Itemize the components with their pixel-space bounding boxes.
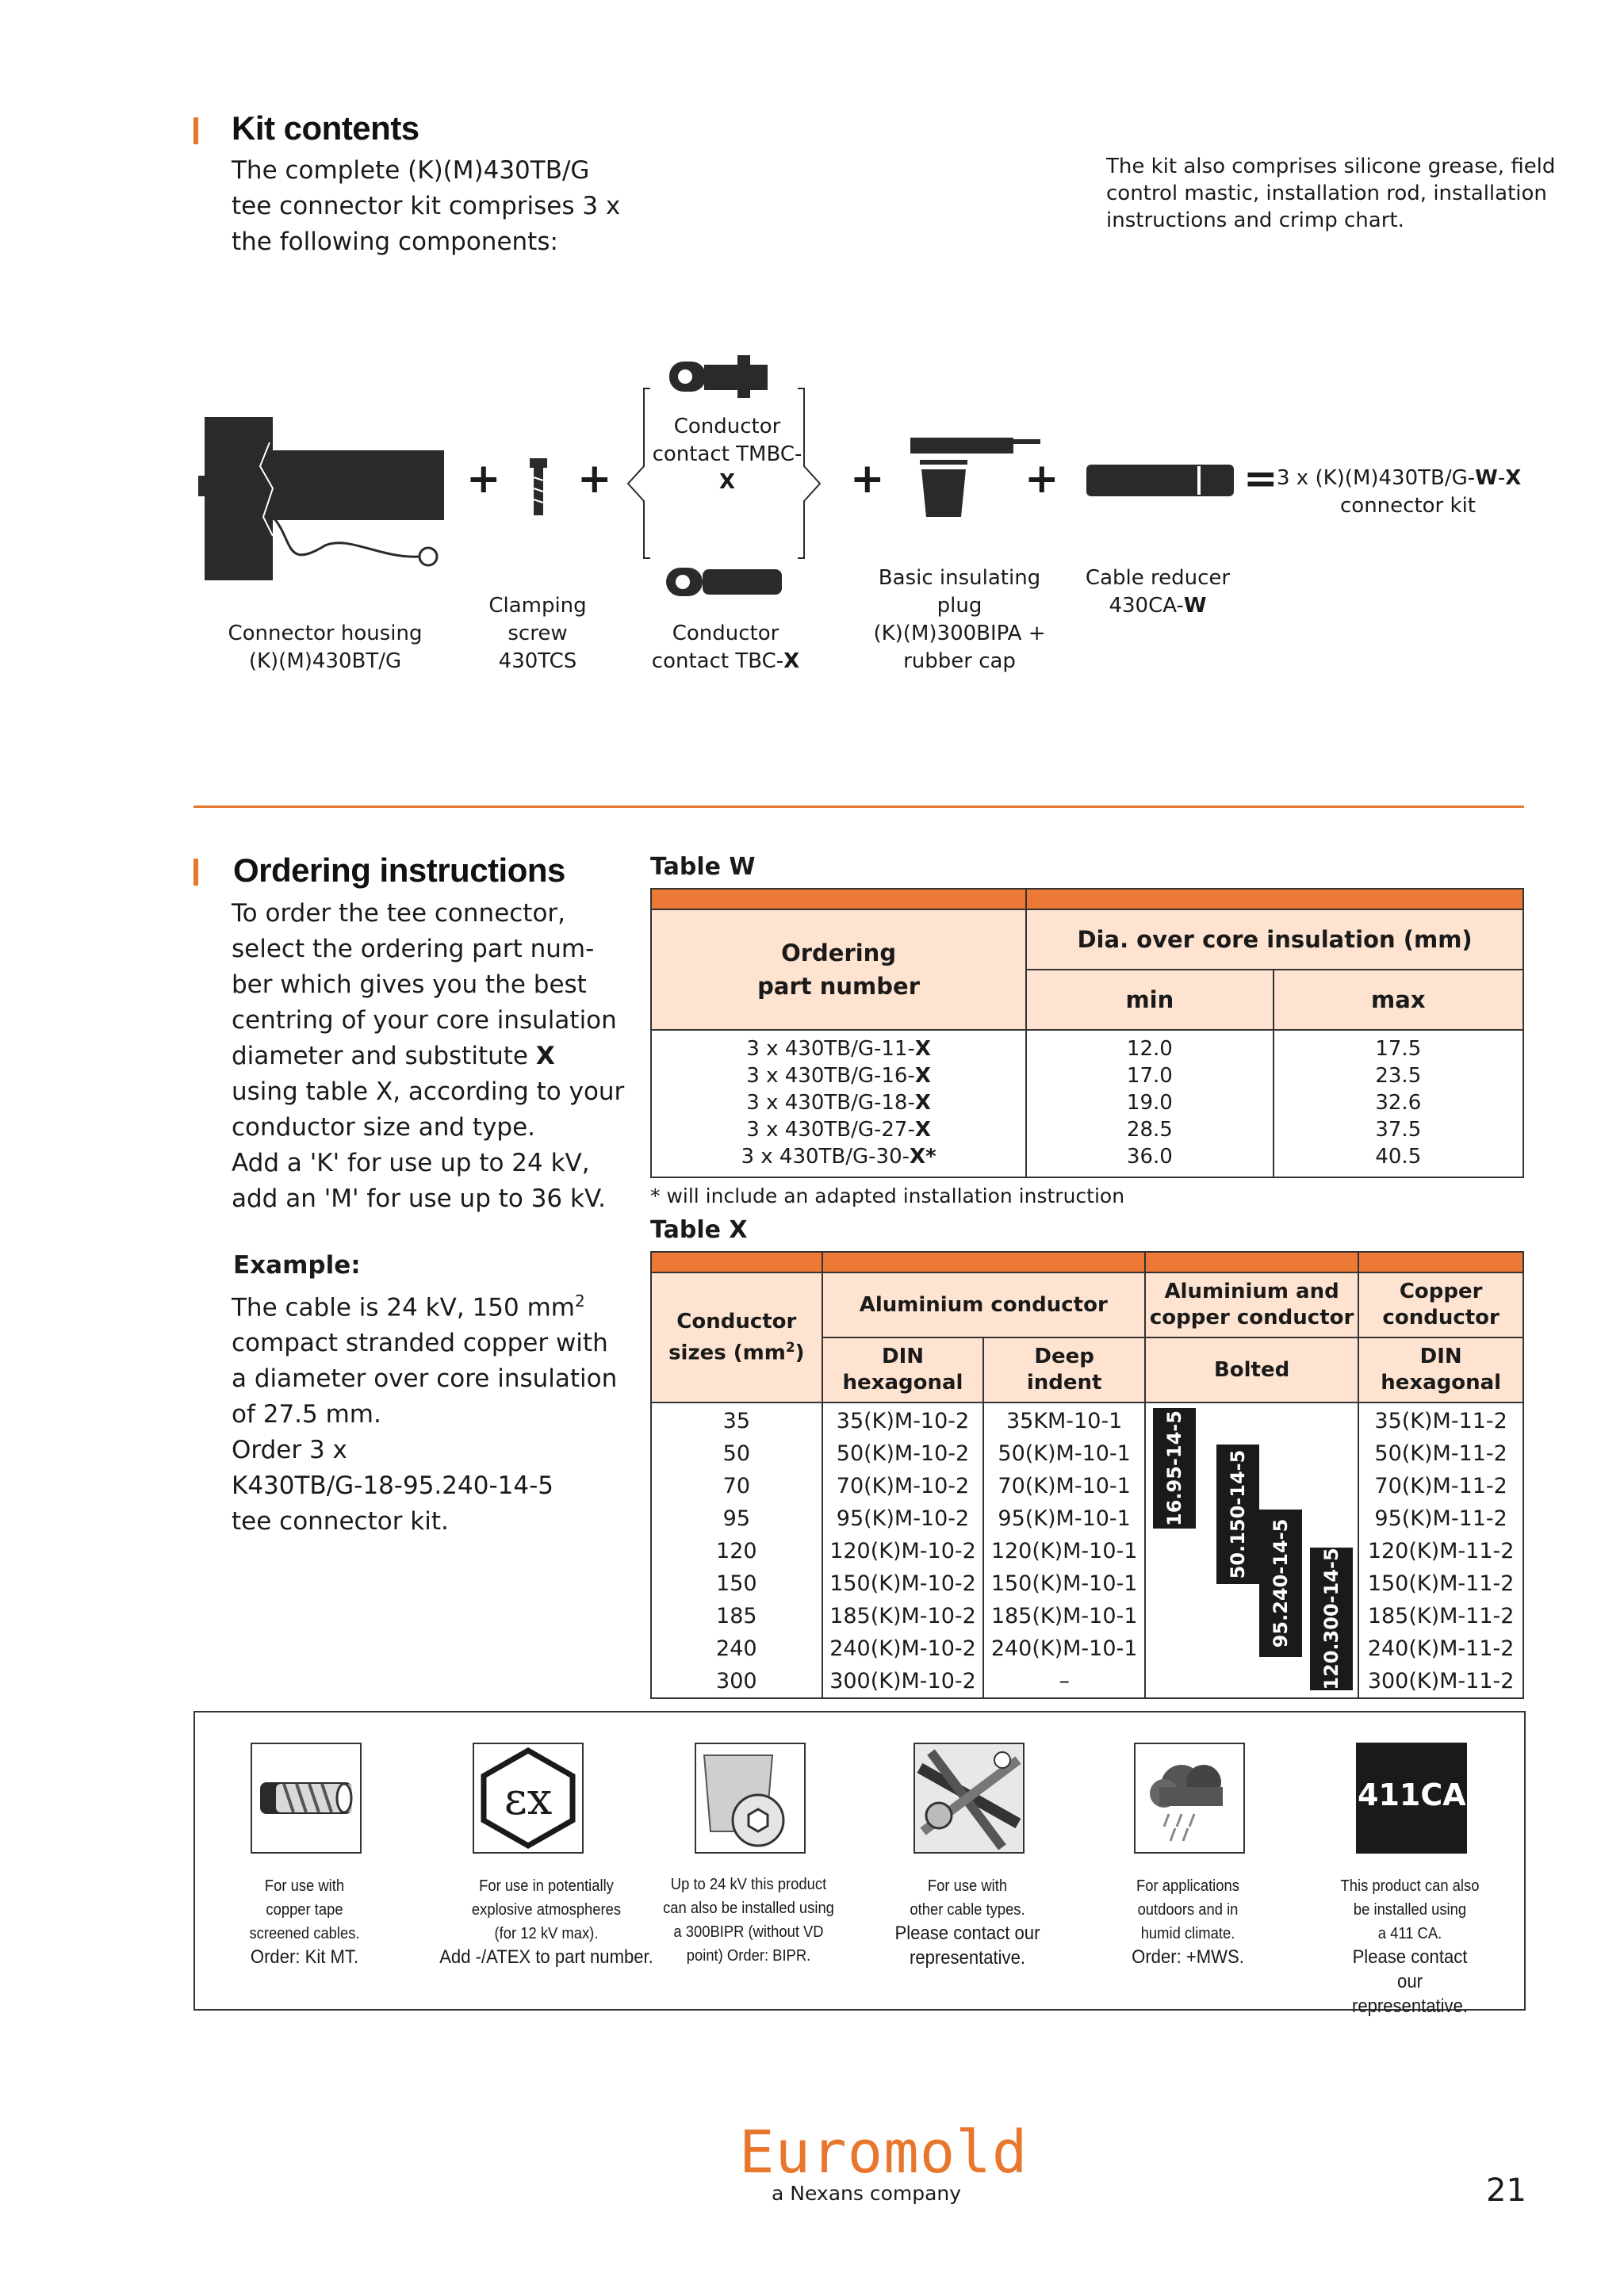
equals-sign: = (1243, 455, 1278, 503)
brand-tagline: a Nexans company (772, 2182, 962, 2205)
ordering-title: Ordering instructions (233, 851, 565, 889)
kit-title: Kit contents (232, 109, 419, 147)
table-w-min-col: 12.0 17.0 19.0 28.5 36.0 (1026, 1030, 1273, 1177)
bolted-range-badge: 50.150-14-5 (1216, 1445, 1259, 1584)
tmbc-contact-drawing (669, 355, 768, 398)
section-marker (193, 859, 198, 886)
table-w-header-part: Ordering part number (651, 909, 1026, 1030)
table-x-header-sizes: Conductor sizes $(mm^2)$ (651, 1272, 822, 1402)
insulating-plug-drawing (910, 438, 1040, 517)
result-caption: 3 x (K)(M)430TB/G-W-X connector kit (1277, 466, 1522, 518)
example-title: Example: (233, 1251, 361, 1280)
bipr-plug-icon (695, 1743, 806, 1854)
table-x-header-deep: Deep indent (983, 1337, 1145, 1402)
table-x-header-bolted: Bolted (1145, 1337, 1358, 1402)
plus-sign: + (850, 455, 885, 503)
table-x (650, 1251, 1524, 1699)
ordering-text: To order the tee connector, select the ordering part num- ber which gives you the best centring of your core insulation diameter and substitute X using table X, according to your conductor size and type. Add a 'K' for use up to 24 kV, add an 'M' for use up to 36 kV. (232, 899, 625, 1213)
table-w-header-max: max (1274, 970, 1523, 1030)
tbc-contact-drawing (666, 568, 782, 596)
plus-sign: + (1025, 455, 1059, 503)
table-x-header-alu: Aluminium conductor (822, 1272, 1145, 1337)
option-note-weather: For applications outdoors and in humid climate. Order: +MWS. (1132, 1877, 1244, 1968)
plus-sign: + (466, 455, 501, 503)
table-x-header-din: DIN hexagonal (822, 1337, 984, 1402)
table-w-label: Table W (650, 853, 756, 881)
ex-atex-icon (473, 1743, 584, 1854)
connector-housing-drawing (198, 417, 444, 580)
table-w-parts: 3 x 430TB/G-11-X 3 x 430TB/G-16-X 3 x 430TB/G-18-X 3 x 430TB/G-27-X 3 x 430TB/G-30-X* (651, 1030, 1026, 1177)
section-marker (193, 117, 198, 144)
bolted-range-badge: 16.95-14-5 (1153, 1408, 1196, 1529)
table-w-max-col: 17.5 23.5 32.6 37.5 40.5 (1274, 1030, 1523, 1177)
clamping-screw-drawing (530, 458, 547, 515)
table-w (650, 888, 1524, 1178)
bolted-range-badge: 120.300-14-5 (1310, 1548, 1353, 1690)
plus-sign: + (577, 455, 612, 503)
table-w-footnote: * will include an adapted installation instruction (650, 1184, 1125, 1207)
option-note-atex: For use in potentially explosive atmospheres (for 12 kV max). Add -/ATEX to part number. (439, 1877, 653, 1968)
table-x-sizes-col: 35 50 70 95 120 150 185 240 300 (651, 1402, 822, 1698)
option-note-other-cables: For use with other cable types. Please contact our representative. (894, 1877, 1040, 1969)
kit-intro: The complete (K)(M)430TB/G tee connector kit comprises 3 x the following components: (232, 156, 621, 256)
svg-text:εx: εx (504, 1774, 553, 1825)
euromold-logo: Euromold (739, 2118, 1028, 2187)
table-x-cu-din-col: 35(K)M-11-2 50(K)M-11-2 70(K)M-11-2 95(K)M-11-2 120(K)M-11-2 150(K)M-11-2 185(K)M-11-2 240(K)M-11-2 300(K)M-11-2 (1358, 1402, 1523, 1698)
cable-reducer-drawing (1086, 465, 1234, 496)
copper-tape-cable-icon (251, 1743, 362, 1854)
page-number: 21 (1486, 2172, 1526, 2209)
kit-note: The kit also comprises silicone grease, field control mastic, installation rod, installation instructions and crimp chart. (1106, 155, 1556, 232)
section-divider (193, 806, 1524, 808)
example-text: The cable is 24 kV, 150 $mm^2$ compact stranded copper with a diameter over core insulation of 27.5 mm. Order 3 x K430TB/G-18-95.240-14-5 tee connector kit. (232, 1292, 618, 1536)
table-x-alu-deep-col: 35KM-10-1 50(K)M-10-1 70(K)M-10-1 95(K)M-10-1 120(K)M-10-1 150(K)M-10-1 185(K)M-10-1 240(K)M-10-1 – (983, 1402, 1145, 1698)
table-x-header-cu: Copper conductor (1358, 1272, 1523, 1337)
table-x-label: Table X (650, 1216, 748, 1244)
411ca-icon: 411CA (1356, 1743, 1467, 1854)
option-note-bipr: Up to 24 kV this product can also be installed using a 300BIPR (without VD point) Order: BIPR. (663, 1876, 834, 1965)
table-x-alu-din-col: 35(K)M-10-2 50(K)M-10-2 70(K)M-10-2 95(K)M-10-2 120(K)M-10-2 150(K)M-10-2 185(K)M-10-2 240(K)M-10-2 300(K)M-10-2 (822, 1402, 984, 1698)
table-x-header-alcu: Aluminium and copper conductor (1145, 1272, 1358, 1337)
weather-cloud-icon (1134, 1743, 1245, 1854)
bolted-range-badge: 95.240-14-5 (1259, 1510, 1302, 1657)
screw-caption: Clamping screw 430TCS (488, 594, 587, 673)
table-w-header-min: min (1026, 970, 1273, 1030)
plug-caption: Basic insulating plug (K)(M)300BIPA + rubber cap (873, 566, 1046, 673)
option-note-copper-tape: For use with copper tape screened cables. Order: Kit MT. (249, 1877, 360, 1968)
housing-caption: Connector housing (K)(M)430BT/G (228, 622, 423, 673)
tmbc-caption: Conductor contact TMBC-X (652, 415, 802, 494)
table-x-header-din2: DIN hexagonal (1358, 1337, 1523, 1402)
other-cables-icon (914, 1743, 1025, 1854)
reducer-caption: Cable reducer 430CA-W (1085, 566, 1231, 618)
tbc-caption: Conductor contact TBC-X (651, 622, 800, 673)
table-w-header-dia: Dia. over core insulation (mm) (1026, 909, 1523, 970)
option-note-411ca: This product can also be installed using a 411 CA. Please contact our representative. (1340, 1877, 1480, 2017)
